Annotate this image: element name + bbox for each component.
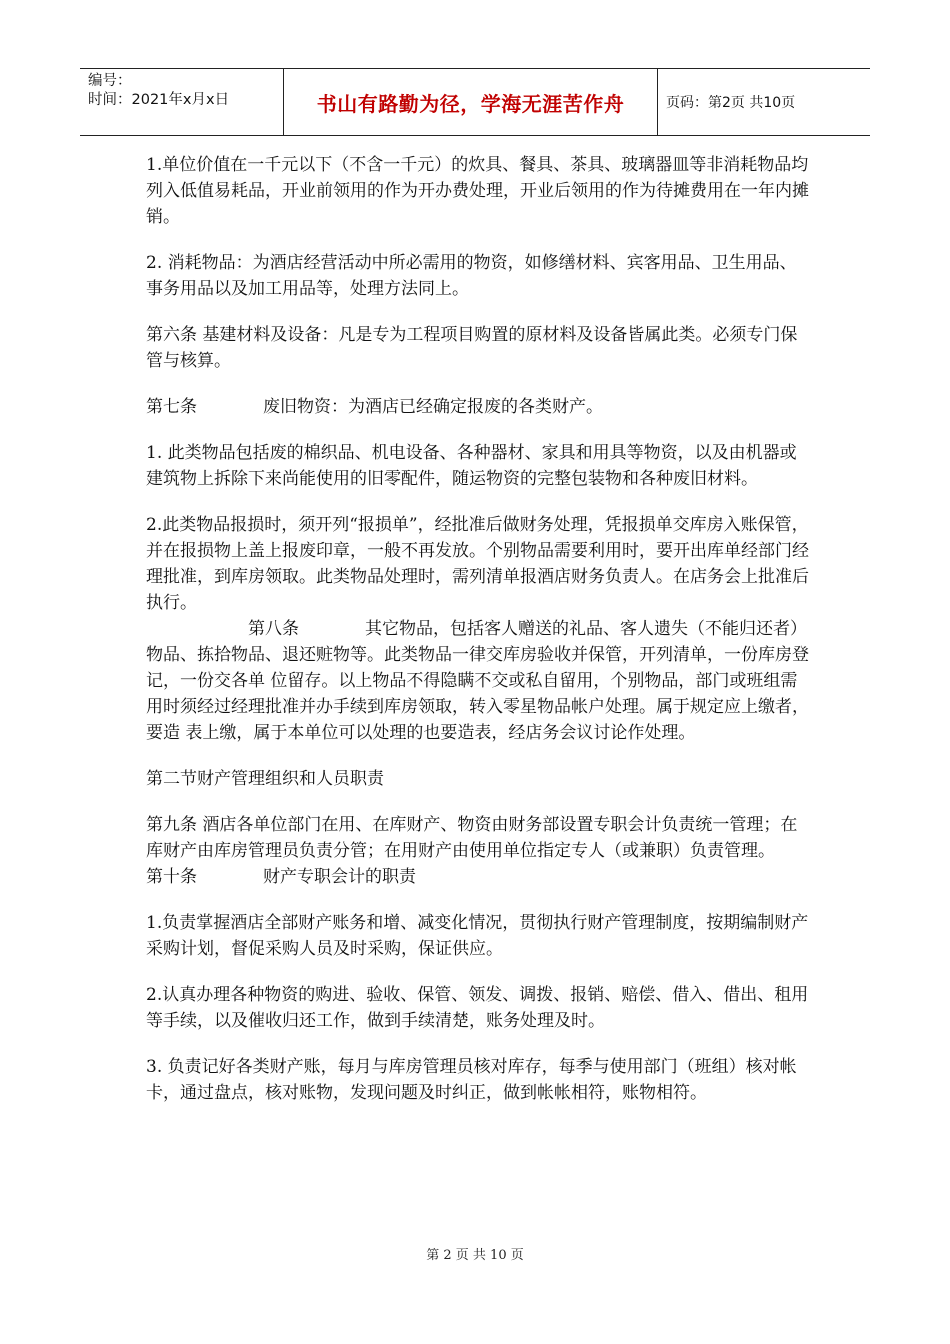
paragraph-article-6: 第六条 基建材料及设备：凡是专为工程项目购置的原材料及设备皆属此类。必须专门保管与核算。 — [146, 325, 798, 371]
header-motto: 书山有路勤为径，学海无涯苦作舟 — [284, 69, 658, 135]
header-meta — [80, 69, 284, 135]
paragraph: 2.认真办理各种物资的购进、验收、保管、领发、调拨、报销、赔偿、借入、借出、租用等手续，以及催收归还工作，做到手续清楚，账务处理及时。 — [146, 985, 809, 1031]
article-text: 废旧物资：为酒店已经确定报废的各类财产。 — [263, 397, 603, 417]
paragraph: 1.负责掌握酒店全部财产账务和增、减变化情况，贯彻执行财产管理制度，按期编制财产采购计划，督促采购人员及时采购，保证供应。 — [146, 913, 809, 959]
paragraph: 1.单位价值在一千元以下（不含一千元）的炊具、餐具、茶具、玻璃器皿等非消耗物品均列入低值易耗品，开业前领用的作为开办费处理，开业后领用的作为待摊费用在一年内摊销。 — [146, 155, 809, 227]
article-text: 财产专职会计的职责 — [263, 867, 416, 887]
paragraph-article-9: 第九条 酒店各单位部门在用、在库财产、物资由财务部设置专职会计负责统一管理；在库财产由库房管理员负责分管；在用财产由使用单位指定专人（或兼职）负责管理。 — [146, 815, 798, 861]
document-body — [146, 152, 811, 1126]
article-text: 其它物品，包括客人赠送的礼品、客人遗失（不能归还者）物品、拣拾物品、退还赃物等。此类物品一律交库房验收并保管，开列清单，一份库房登记，一份交各单 位留存。以上物品不得隐瞒不交或私自留用，个别物品，部门或班组需用时须经过经理批准并办手续到库房领取，转入零星物品帐户处理。属于规定应上缴者，要造 表上缴，属于本单位可以处理的也要造表，经店务会议讨论作处理。 — [146, 619, 809, 743]
paragraph-article-8 — [146, 616, 811, 746]
doc-number-label: 编号： — [88, 73, 132, 89]
paragraph-article-7 — [146, 394, 811, 420]
page-header — [80, 68, 870, 136]
date-label: 时间：2021年x月x日 — [88, 92, 230, 108]
paragraph: 1. 此类物品包括废的棉织品、机电设备、各种器材、家具和用具等物资，以及由机器或建筑物上拆除下来尚能使用的旧零配件，随运物资的完整包装物和各种废旧材料。 — [146, 443, 797, 489]
paragraph-article-10 — [146, 864, 811, 890]
article-label: 第八条 — [248, 619, 299, 639]
page-footer: 第 2 页 共 10 页 — [426, 1248, 524, 1263]
section-heading: 第二节财产管理组织和人员职责 — [146, 769, 384, 789]
article-label: 第七条 — [146, 397, 197, 417]
paragraph: 2.此类物品报损时，须开列“报损单”，经批准后做财务处理，凭报损单交库房入账保管，并在报损物上盖上报废印章，一般不再发放。个别物品需要利用时，要开出库单经部门经理批准，到库房领取。此类物品处理时，需列清单报酒店财务负责人。在店务会上批准后执行。 — [146, 515, 809, 613]
paragraph: 3. 负责记好各类财产账，每月与库房管理员核对库存，每季与使用部门（班组）核对帐卡，通过盘点，核对账物，发现问题及时纠正，做到帐帐相符，账物相符。 — [146, 1057, 797, 1103]
header-page-info: 页码：第2页 共10页 — [666, 95, 796, 111]
paragraph: 2. 消耗物品：为酒店经营活动中所必需用的物资，如修缮材料、宾客用品、卫生用品、事务用品以及加工用品等，处理方法同上。 — [146, 253, 797, 299]
article-label: 第十条 — [146, 867, 197, 887]
